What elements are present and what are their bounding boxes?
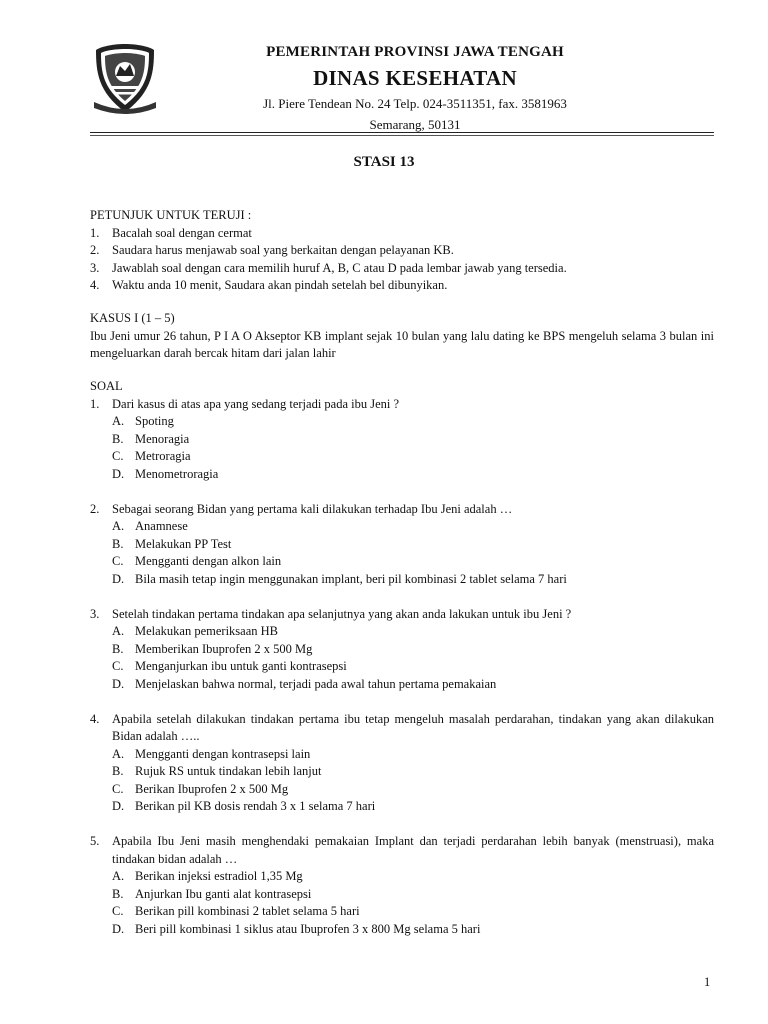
- instruction-number: 1.: [90, 225, 100, 240]
- answer-options: [90, 623, 714, 693]
- question-text: Apabila setelah dilakukan tindakan pertama ibu tetap mengeluh masalah perdarahan, tindakan yang akan dilakukan Bidan adalah …..: [112, 711, 714, 744]
- option-text: Menoragia: [135, 431, 190, 446]
- option-letter: A.: [112, 519, 125, 534]
- option-text: Spoting: [135, 414, 174, 429]
- instruction-text: Waktu anda 10 menit, Saudara akan pindah setelah bel dibunyikan.: [112, 278, 448, 293]
- instructions-heading: PETUNJUK UNTUK TERUJI :: [90, 208, 252, 222]
- option-letter: A.: [112, 414, 125, 429]
- option-text: Mengganti dengan alkon lain: [135, 554, 282, 569]
- header-department-name: DINAS KESEHATAN: [313, 66, 517, 90]
- option-letter: C.: [112, 659, 124, 674]
- question-number: 5.: [90, 834, 100, 849]
- answer-option: [90, 658, 714, 676]
- instruction-item: [90, 225, 714, 243]
- question-number: 3.: [90, 606, 100, 621]
- answer-option: [90, 921, 714, 939]
- answer-option: [90, 763, 714, 781]
- option-text: Berikan pil KB dosis rendah 3 x 1 selama 7 hari: [135, 799, 376, 814]
- answer-options: [90, 746, 714, 816]
- option-letter: D.: [112, 466, 125, 481]
- option-text: Mengganti dengan kontrasepsi lain: [135, 746, 311, 761]
- answer-option: [90, 886, 714, 904]
- instruction-item: [90, 242, 714, 260]
- answer-options: [90, 413, 714, 483]
- question-text: Sebagai seorang Bidan yang pertama kali dilakukan terhadap Ibu Jeni adalah …: [112, 501, 513, 516]
- option-letter: B.: [112, 886, 124, 901]
- option-text: Berikan Ibuprofen 2 x 500 Mg: [135, 781, 289, 796]
- question-text: Apabila Ibu Jeni masih menghendaki pemakaian Implant dan terjadi perdarahan lebih banyak (menstruasi), maka tindakan bidan adalah …: [112, 834, 714, 866]
- instruction-number: 3.: [90, 260, 100, 275]
- option-letter: A.: [112, 869, 125, 884]
- option-letter: B.: [112, 764, 124, 779]
- option-text: Rujuk RS untuk tindakan lebih lanjut: [135, 764, 322, 779]
- case-description: Ibu Jeni umur 26 tahun, P I A O Akseptor KB implant sejak 10 bulan yang lalu dating ke BPS mengeluh selama 3 bulan ini mengeluarkan darah bercak hitam dari jalan lahir: [90, 328, 714, 361]
- header-divider-thin: [90, 135, 714, 136]
- answer-option: [90, 798, 714, 816]
- instruction-text: Saudara harus menjawab soal yang berkaitan dengan pelayanan KB.: [112, 243, 454, 258]
- option-text: Berikan injeksi estradiol 1,35 Mg: [135, 869, 303, 884]
- answer-option: [90, 448, 714, 466]
- option-text: Menometroragia: [135, 466, 219, 481]
- questions-heading: SOAL: [90, 379, 123, 393]
- question-number: 4.: [90, 711, 100, 726]
- option-letter: B.: [112, 641, 124, 656]
- case-heading: KASUS I (1 – 5): [90, 311, 175, 325]
- option-text: Anjurkan Ibu ganti alat kontrasepsi: [135, 886, 312, 901]
- question-2: [90, 501, 714, 589]
- instruction-text: Jawablah soal dengan cara memilih huruf A, B, C atau D pada lembar jawab yang tersedia.: [112, 260, 567, 275]
- answer-option: [90, 571, 714, 589]
- option-text: Memberikan Ibuprofen 2 x 500 Mg: [135, 641, 313, 656]
- answer-option: [90, 676, 714, 694]
- answer-option: [90, 553, 714, 571]
- question-number: 1.: [90, 396, 100, 411]
- instructions-section: [90, 207, 714, 295]
- question-5: [90, 833, 714, 939]
- option-text: Melakukan pemeriksaan HB: [135, 624, 279, 639]
- answer-option: [90, 623, 714, 641]
- answer-option: [90, 641, 714, 659]
- header-city: Semarang, 50131: [369, 117, 461, 132]
- question-text: Setelah tindakan pertama tindakan apa selanjutnya yang akan anda lakukan untuk ibu Jeni ?: [112, 606, 572, 621]
- option-letter: C.: [112, 904, 124, 919]
- instruction-text: Bacalah soal dengan cermat: [112, 225, 252, 240]
- instruction-item: [90, 260, 714, 278]
- instructions-list: [90, 225, 714, 295]
- page-title: STASI 13: [353, 154, 415, 170]
- option-text: Bila masih tetap ingin menggunakan implant, beri pil kombinasi 2 tablet selama 7 hari: [135, 571, 567, 586]
- option-letter: C.: [112, 554, 124, 569]
- option-letter: D.: [112, 571, 125, 586]
- instruction-number: 4.: [90, 278, 100, 293]
- option-text: Melakukan PP Test: [135, 536, 232, 551]
- answer-option: [90, 781, 714, 799]
- option-letter: C.: [112, 781, 124, 796]
- option-text: Metroragia: [135, 449, 191, 464]
- answer-option: [90, 431, 714, 449]
- answer-option: [90, 746, 714, 764]
- option-letter: A.: [112, 624, 125, 639]
- answer-option: [90, 536, 714, 554]
- answer-option: [90, 903, 714, 921]
- header-divider-thick: [90, 132, 714, 133]
- option-text: Menganjurkan ibu untuk ganti kontrasepsi: [135, 659, 347, 674]
- header-government-name: PEMERINTAH PROVINSI JAWA TENGAH: [266, 44, 564, 60]
- page-number: 1: [704, 975, 711, 989]
- header-address: Jl. Piere Tendean No. 24 Telp. 024-3511351, fax. 3581963: [263, 96, 567, 111]
- option-letter: A.: [112, 746, 125, 761]
- case-section: [90, 310, 714, 363]
- question-4: [90, 711, 714, 817]
- instruction-number: 2.: [90, 243, 100, 258]
- option-text: Berikan pill kombinasi 2 tablet selama 5 hari: [135, 904, 360, 919]
- question-number: 2.: [90, 501, 100, 516]
- option-text: Anamnese: [135, 519, 188, 534]
- option-letter: D.: [112, 676, 125, 691]
- answer-options: [90, 868, 714, 938]
- option-text: Beri pill kombinasi 1 siklus atau Ibuprofen 3 x 800 Mg selama 5 hari: [135, 922, 481, 937]
- option-text: Menjelaskan bahwa normal, terjadi pada awal tahun pertama pemakaian: [135, 676, 497, 691]
- option-letter: D.: [112, 799, 125, 814]
- option-letter: B.: [112, 536, 124, 551]
- option-letter: D.: [112, 922, 125, 937]
- option-letter: C.: [112, 449, 124, 464]
- answer-option: [90, 413, 714, 431]
- question-1: [90, 396, 714, 484]
- answer-option: [90, 868, 714, 886]
- answer-option: [90, 466, 714, 484]
- jawa-tengah-emblem-logo: [92, 42, 158, 114]
- answer-option: [90, 518, 714, 536]
- question-text: Dari kasus di atas apa yang sedang terjadi pada ibu Jeni ?: [112, 396, 400, 411]
- answer-options: [90, 518, 714, 588]
- option-letter: B.: [112, 431, 124, 446]
- questions-section: [90, 378, 714, 939]
- question-3: [90, 606, 714, 694]
- instruction-item: [90, 277, 714, 295]
